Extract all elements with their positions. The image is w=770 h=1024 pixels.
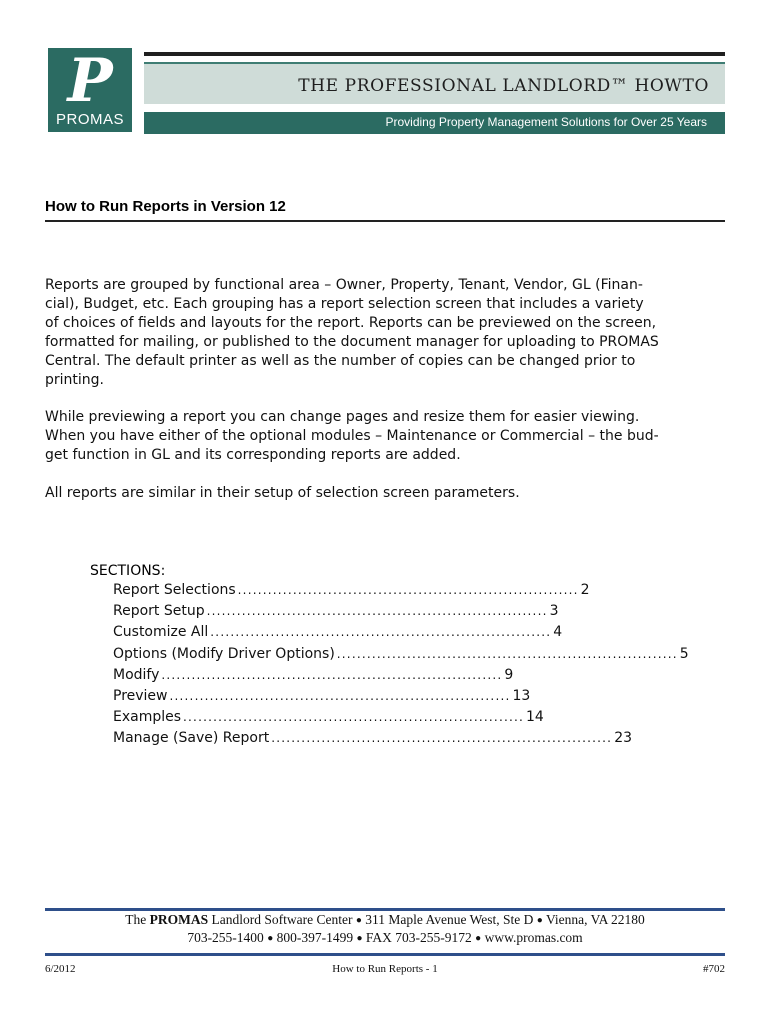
toc-item-page: 14 [526, 709, 544, 726]
header-tagline-band [144, 112, 725, 134]
footer-phone-2: 800-397-1499 [276, 930, 354, 945]
bullet-icon: ● [355, 915, 362, 926]
toc-item-page: 5 [679, 645, 689, 662]
footer-fax: FAX 703-255-9172 [365, 930, 472, 945]
toc-item-label: Report Selections [113, 582, 236, 598]
paragraph-setup: All reports are similar in their setup of selection screen parameters. [45, 485, 520, 501]
toc-item-page: 3 [549, 603, 559, 620]
toc-item-label: Preview [113, 687, 168, 704]
footer-phone-1: 703-255-1400 [187, 930, 264, 945]
footer-city: Vienna, VA 22180 [545, 912, 645, 927]
toc-item[interactable] [113, 622, 563, 643]
toc-item[interactable] [113, 707, 544, 728]
bullet-icon: ● [475, 933, 482, 944]
toc-leader-dots: .................................................................... [336, 646, 678, 661]
toc-item[interactable] [113, 644, 689, 665]
footer-company-name: Landlord Software Center [211, 912, 353, 927]
toc-leader-dots: .................................................................... [210, 625, 552, 640]
paragraph-line: get function in GL and its corresponding reports are added. [45, 447, 461, 463]
toc-item-page: 9 [504, 666, 514, 683]
toc-leader-dots: .................................................................... [169, 688, 511, 703]
toc-leader-dots: .................................................................... [237, 583, 579, 597]
header-title: THE PROFESSIONAL LANDLORD™ HOWTO [298, 76, 709, 96]
toc-leader-dots: .................................................................... [161, 667, 503, 682]
toc-item-page: 13 [512, 687, 531, 704]
paragraph-line: When you have either of the optional modules – Maintenance or Commercial – the bud- [45, 428, 659, 444]
footer-address-line [45, 912, 725, 928]
toc-item-label: Options (Modify Driver Options) [113, 645, 335, 662]
header-title-band [144, 62, 725, 104]
paragraph-line: Reports are grouped by functional area – Owner, Property, Tenant, Vendor, GL (Finan- [45, 277, 643, 293]
document-heading: How to Run Reports in Version 12 [45, 198, 286, 215]
sections-label: SECTIONS: [90, 563, 166, 579]
paragraph-intro [45, 276, 725, 390]
toc-item[interactable] [113, 580, 590, 601]
logo-mark: P [67, 46, 113, 116]
paragraph-line: formatted for mailing, or published to the document manager for uploading to PROMAS [45, 334, 659, 350]
logo-text: PROMAS [55, 111, 124, 128]
toc-item-label: Modify [113, 666, 160, 683]
paragraph-line: Central. The default printer as well as the number of copies can be changed prior to [45, 353, 636, 369]
promas-logo [48, 48, 132, 132]
header-tagline: Providing Property Management Solutions for Over 25 Years [385, 115, 707, 129]
toc-leader-dots: .................................................................... [183, 710, 525, 725]
footer-brand: PROMAS [149, 912, 209, 927]
footer-date: 6/2012 [45, 963, 76, 975]
heading-rule [45, 220, 725, 222]
toc-item-label: Customize All [113, 624, 209, 641]
paragraph-line: of choices of fields and layouts for the report. Reports can be previewed on the screen, [45, 315, 657, 331]
footer-rule-bottom [45, 953, 725, 956]
bullet-icon: ● [536, 915, 543, 926]
toc-leader-dots: .................................................................... [206, 604, 548, 619]
footer-prefix: The [125, 912, 147, 927]
toc-item[interactable] [113, 601, 559, 622]
paragraph-line: printing. [45, 372, 104, 388]
footer-page-label: How to Run Reports - 1 [332, 963, 438, 975]
toc-item-page: 2 [580, 582, 590, 598]
paragraph-line: cial), Budget, etc. Each grouping has a report selection screen that includes a variety [45, 296, 644, 312]
footer-website-link[interactable]: www.promas.com [484, 930, 583, 945]
toc-item-page: 4 [553, 624, 563, 641]
table-of-contents [113, 580, 689, 750]
footer-doc-number: #702 [703, 963, 725, 975]
paragraph-line: While previewing a report you can change pages and resize them for easier viewing. [45, 409, 640, 425]
toc-item-page: 23 [614, 730, 633, 747]
footer-contact-line [45, 930, 725, 946]
bullet-icon: ● [267, 933, 274, 944]
toc-leader-dots: .................................................................... [271, 731, 613, 746]
paragraph-preview [45, 408, 725, 465]
toc-item[interactable] [113, 728, 633, 749]
footer-street: 311 Maple Avenue West, Ste D [365, 912, 534, 927]
bullet-icon: ● [356, 933, 363, 944]
toc-item-label: Manage (Save) Report [113, 730, 270, 747]
toc-item[interactable] [113, 665, 514, 686]
toc-item-label: Examples [113, 709, 182, 726]
toc-item[interactable] [113, 686, 531, 707]
header-top-rule [144, 52, 725, 56]
toc-item-label: Report Setup [113, 603, 205, 620]
footer-rule-top [45, 908, 725, 911]
